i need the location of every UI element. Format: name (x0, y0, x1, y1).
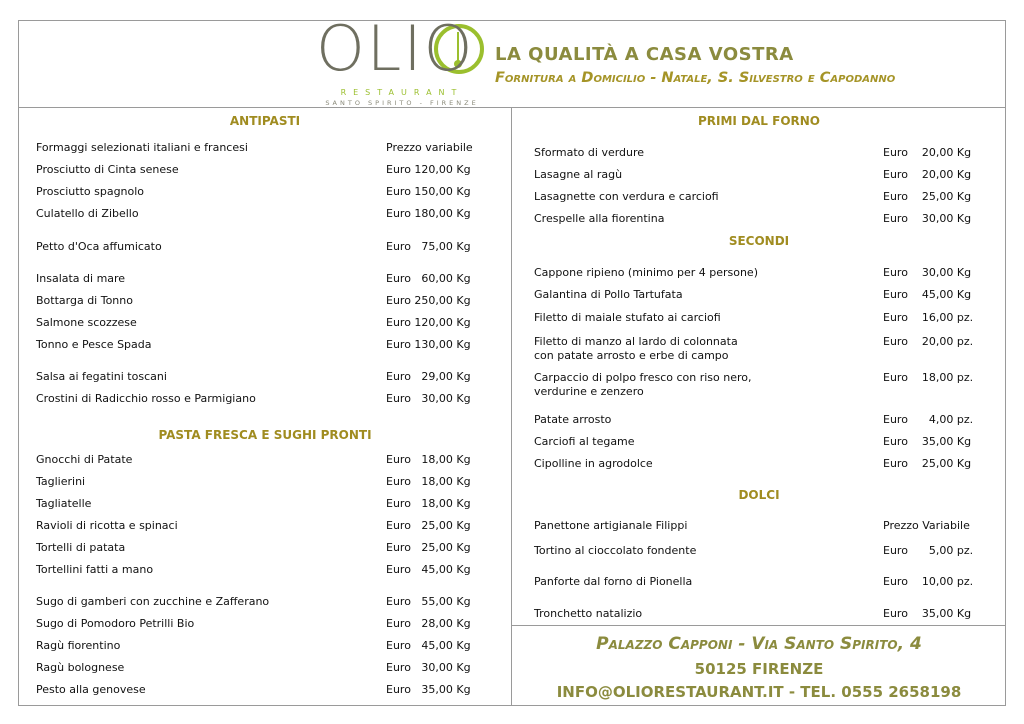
menu-item-price: Euro 16,00 pz. (883, 311, 974, 324)
header-divider (18, 107, 1006, 108)
footer-address: Palazzo Capponi - Via Santo Spirito, 4 (596, 634, 922, 654)
menu-item-price: Euro 5,00 pz. (883, 544, 974, 557)
menu-item-price: Euro 18,00 Kg (386, 453, 471, 466)
menu-item-name: Filetto di manzo al lardo di colonnata (534, 335, 738, 348)
menu-item-price: Euro 60,00 Kg (386, 272, 471, 285)
menu-item-price: Euro 45,00 Kg (386, 563, 471, 576)
section-title-antipasti: ANTIPASTI (229, 114, 301, 128)
menu-item-name-continued: con patate arrosto e erbe di campo (534, 349, 729, 362)
menu-item-price: Euro 18,00 Kg (386, 497, 471, 510)
menu-item-name: Gnocchi di Patate (36, 453, 133, 466)
menu-item-price: Euro 35,00 Kg (386, 683, 471, 696)
menu-item-price: Prezzo variabile (386, 141, 473, 154)
menu-item-price: Euro 120,00 Kg (386, 163, 471, 176)
logo-word: OLIO (316, 12, 475, 85)
menu-item-name: Insalata di mare (36, 272, 126, 285)
section-title-dolci: DOLCI (738, 488, 780, 502)
footer-contact: INFO@OLIORESTAURANT.IT - TEL. 0555 2658198 (556, 683, 962, 701)
olio-logo (316, 12, 488, 108)
menu-item-name: Carciofi al tegame (534, 435, 635, 448)
menu-item-price: Euro 150,00 Kg (386, 185, 471, 198)
menu-item-name: Salmone scozzese (36, 316, 137, 329)
menu-item-name: Panforte dal forno di Pionella (534, 575, 693, 588)
menu-item-price: Euro 120,00 Kg (386, 316, 471, 329)
menu-item-name: Sugo di Pomodoro Petrilli Bio (36, 617, 195, 630)
menu-item-name: Galantina di Pollo Tartufata (534, 288, 683, 301)
menu-item-name: Petto d'Oca affumicato (36, 240, 162, 253)
menu-item-name: Tortino al cioccolato fondente (534, 544, 697, 557)
menu-item-price: Euro 75,00 Kg (386, 240, 471, 253)
menu-item-price: Euro 180,00 Kg (386, 207, 471, 220)
menu-item-price: Euro 10,00 pz. (883, 575, 974, 588)
menu-item-name: Formaggi selezionati italiani e francesi (36, 141, 248, 154)
menu-item-name: Sformato di verdure (534, 146, 645, 159)
menu-item-price: Euro 25,00 Kg (883, 190, 972, 203)
menu-item-price: Euro 25,00 Kg (883, 457, 972, 470)
footer-city: 50125 FIRENZE (694, 660, 824, 678)
footer-divider (511, 625, 1006, 626)
menu-item-name: Tortelli di patata (36, 541, 126, 554)
menu-item-name: Culatello di Zibello (36, 207, 139, 220)
menu-item-price: Prezzo Variabile (883, 519, 970, 532)
menu-item-price: Euro 20,00 Kg (883, 146, 972, 159)
menu-item-name: Pesto alla genovese (36, 683, 146, 696)
menu-item-price: Euro 18,00 pz. (883, 371, 974, 384)
page-title: LA QUALITÀ A CASA VOSTRA (495, 44, 794, 65)
menu-item-price: Euro 45,00 Kg (883, 288, 972, 301)
menu-item-name: Sugo di gamberi con zucchine e Zafferano (36, 595, 270, 608)
menu-item-name-continued: verdurine e zenzero (534, 385, 644, 398)
menu-item-price: Euro 20,00 pz. (883, 335, 974, 348)
menu-item-price: Euro 18,00 Kg (386, 475, 471, 488)
menu-item-price: Euro 25,00 Kg (386, 541, 471, 554)
menu-item-name: Taglierini (36, 475, 86, 488)
menu-item-price: Euro 30,00 Kg (883, 266, 972, 279)
menu-item-name: Tonno e Pesce Spada (36, 338, 152, 351)
menu-item-price: Euro 130,00 Kg (386, 338, 471, 351)
logo-subtitle: RESTAURANT (340, 88, 464, 97)
menu-item-name: Patate arrosto (534, 413, 612, 426)
menu-item-name: Bottarga di Tonno (36, 294, 133, 307)
menu-item-name: Prosciutto spagnolo (36, 185, 145, 198)
menu-item-name: Ragù bolognese (36, 661, 125, 674)
menu-item-name: Tortellini fatti a mano (36, 563, 154, 576)
menu-item-name: Crespelle alla fiorentina (534, 212, 665, 225)
menu-item-price: Euro 250,00 Kg (386, 294, 471, 307)
menu-item-name: Panettone artigianale Filippi (534, 519, 688, 532)
menu-item-price: Euro 35,00 Kg (883, 607, 972, 620)
menu-item-price: Euro 20,00 Kg (883, 168, 972, 181)
menu-item-name: Filetto di maiale stufato ai carciofi (534, 311, 721, 324)
logo-location: SANTO SPIRITO - FIRENZE (325, 99, 479, 107)
menu-item-name: Cappone ripieno (minimo per 4 persone) (534, 266, 758, 279)
menu-item-price: Euro 30,00 Kg (386, 392, 471, 405)
menu-item-price: Euro 30,00 Kg (386, 661, 471, 674)
menu-item-price: Euro 4,00 pz. (883, 413, 974, 426)
menu-item-price: Euro 55,00 Kg (386, 595, 471, 608)
menu-item-name: Ravioli di ricotta e spinaci (36, 519, 178, 532)
menu-item-name: Crostini di Radicchio rosso e Parmigiano (36, 392, 256, 405)
menu-item-name: Tagliatelle (36, 497, 92, 510)
menu-item-name: Salsa ai fegatini toscani (36, 370, 167, 383)
page-subtitle: Fornitura a Domicilio - Natale, S. Silvestro e Capodanno (495, 70, 896, 86)
section-title-primi: PRIMI DAL FORNO (697, 114, 821, 128)
menu-item-name: Prosciutto di Cinta senese (36, 163, 179, 176)
menu-item-price: Euro 25,00 Kg (386, 519, 471, 532)
menu-item-price: Euro 45,00 Kg (386, 639, 471, 652)
menu-item-price: Euro 29,00 Kg (386, 370, 471, 383)
section-title-pasta: PASTA FRESCA E SUGHI PRONTI (158, 428, 372, 442)
menu-item-name: Lasagne al ragù (534, 168, 623, 181)
menu-item-price: Euro 30,00 Kg (883, 212, 972, 225)
menu-item-name: Tronchetto natalizio (534, 607, 643, 620)
menu-item-price: Euro 28,00 Kg (386, 617, 471, 630)
column-divider (511, 107, 512, 706)
menu-item-name: Ragù fiorentino (36, 639, 121, 652)
menu-item-name: Lasagnette con verdura e carciofi (534, 190, 719, 203)
menu-item-price: Euro 35,00 Kg (883, 435, 972, 448)
menu-item-name: Cipolline in agrodolce (534, 457, 653, 470)
section-title-secondi: SECONDI (728, 234, 790, 248)
menu-item-name: Carpaccio di polpo fresco con riso nero, (534, 371, 752, 384)
